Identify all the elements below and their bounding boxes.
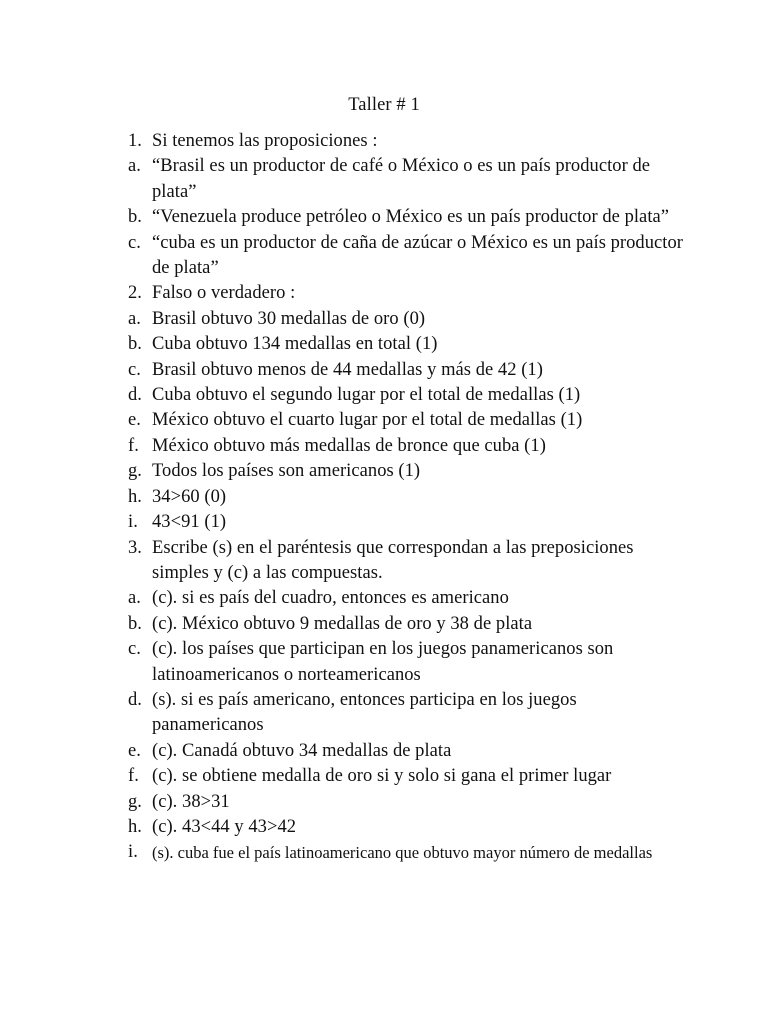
list-item-text: 34>60 (0)	[152, 486, 227, 507]
list-marker: h.	[128, 816, 142, 837]
list-item-3a	[128, 586, 688, 611]
list-item-text: México obtuvo más medallas de bronce que cuba (1)	[152, 435, 546, 456]
list-item-text: “cuba es un productor de caña de azúcar o México es un país productor de plata”	[152, 232, 683, 279]
list-marker: h.	[128, 486, 142, 507]
list-item-2i	[128, 510, 688, 535]
list-marker: i.	[128, 512, 138, 533]
list-item-text: (s). cuba fue el país latinoamericano que obtuvo mayor número de medallas	[152, 843, 653, 863]
list-item-text: “Venezuela produce petróleo o México es un país productor de plata”	[152, 207, 670, 228]
list-item-2g	[128, 459, 688, 484]
list-marker: a.	[128, 156, 141, 177]
list-marker: c.	[128, 359, 141, 380]
list-item-2c	[128, 358, 688, 383]
list-item-2f	[128, 434, 688, 459]
list-marker: 2.	[128, 283, 142, 304]
list-item-2h	[128, 485, 688, 510]
list-marker: d.	[128, 689, 142, 710]
list-item-1b	[128, 205, 688, 230]
list-item-3g	[128, 790, 688, 815]
list-marker: c.	[128, 639, 141, 660]
list-item-text: Brasil obtuvo menos de 44 medallas y más de 42 (1)	[152, 359, 543, 380]
list-marker: f.	[128, 766, 139, 787]
list-item-text: (c). los países que participan en los juegos panamericanos son latinoamericanos o norteamericanos	[152, 639, 614, 685]
list-item-text: (c). 38>31	[152, 791, 230, 812]
list-item-text: (s). si es país americano, entonces participa en los juegos panamericanos	[152, 689, 577, 736]
list-item-2e	[128, 408, 688, 433]
list-item-text: (c). Canadá obtuvo 34 medallas de plata	[152, 740, 452, 761]
list-marker: 3.	[128, 537, 142, 558]
list-marker: b.	[128, 334, 142, 355]
list-item-text: (c). México obtuvo 9 medallas de oro y 38 de plata	[152, 613, 533, 634]
list-marker: g.	[128, 791, 142, 812]
list-item-3c	[128, 637, 688, 688]
list-marker: a.	[128, 308, 141, 329]
list-marker: b.	[128, 613, 142, 634]
list-item-1c	[128, 231, 688, 282]
list-marker: i.	[128, 842, 138, 863]
list-marker: b.	[128, 207, 142, 228]
list-item-3d	[128, 688, 688, 739]
document-title: Taller # 1	[348, 95, 420, 115]
document-body	[128, 129, 688, 866]
list-marker: g.	[128, 461, 142, 482]
list-item-text: Falso o verdadero :	[152, 283, 296, 304]
list-item-text: Brasil obtuvo 30 medallas de oro (0)	[152, 308, 426, 329]
list-item-text: Si tenemos las proposiciones :	[152, 131, 378, 151]
list-marker: 1.	[128, 131, 142, 151]
list-item-text: (c). 43<44 y 43>42	[152, 816, 297, 837]
list-marker: e.	[128, 410, 141, 431]
list-marker: e.	[128, 740, 141, 761]
list-item-2b	[128, 332, 688, 357]
list-item-2	[128, 281, 688, 306]
list-item-text: Escribe (s) en el paréntesis que correspondan a las preposiciones simples y (c) a las compuestas.	[152, 537, 634, 583]
list-item-1	[128, 129, 688, 154]
list-marker: f.	[128, 435, 139, 456]
list-item-3	[128, 536, 688, 587]
list-marker: d.	[128, 385, 142, 406]
list-item-text: Cuba obtuvo 134 medallas en total (1)	[152, 334, 438, 355]
list-item-text: Todos los países son americanos (1)	[152, 461, 421, 482]
list-item-3b	[128, 612, 688, 637]
list-item-3f	[128, 764, 688, 789]
list-item-text: “Brasil es un productor de café o México o es un país productor de plata”	[152, 156, 651, 202]
list-item-text: (c). si es país del cuadro, entonces es americano	[152, 588, 509, 609]
list-item-1a	[128, 154, 688, 205]
list-item-text: Cuba obtuvo el segundo lugar por el total de medallas (1)	[152, 385, 581, 406]
list-item-text: México obtuvo el cuarto lugar por el total de medallas (1)	[152, 410, 583, 431]
list-item-3e	[128, 739, 688, 764]
list-item-3h	[128, 815, 688, 840]
list-item-text: 43<91 (1)	[152, 512, 227, 533]
list-item-2d	[128, 383, 688, 408]
list-item-3i	[128, 840, 688, 865]
list-item-text: (c). se obtiene medalla de oro si y solo si gana el primer lugar	[152, 766, 612, 787]
list-marker: a.	[128, 588, 141, 609]
list-item-2a	[128, 307, 688, 332]
list-marker: c.	[128, 232, 141, 253]
